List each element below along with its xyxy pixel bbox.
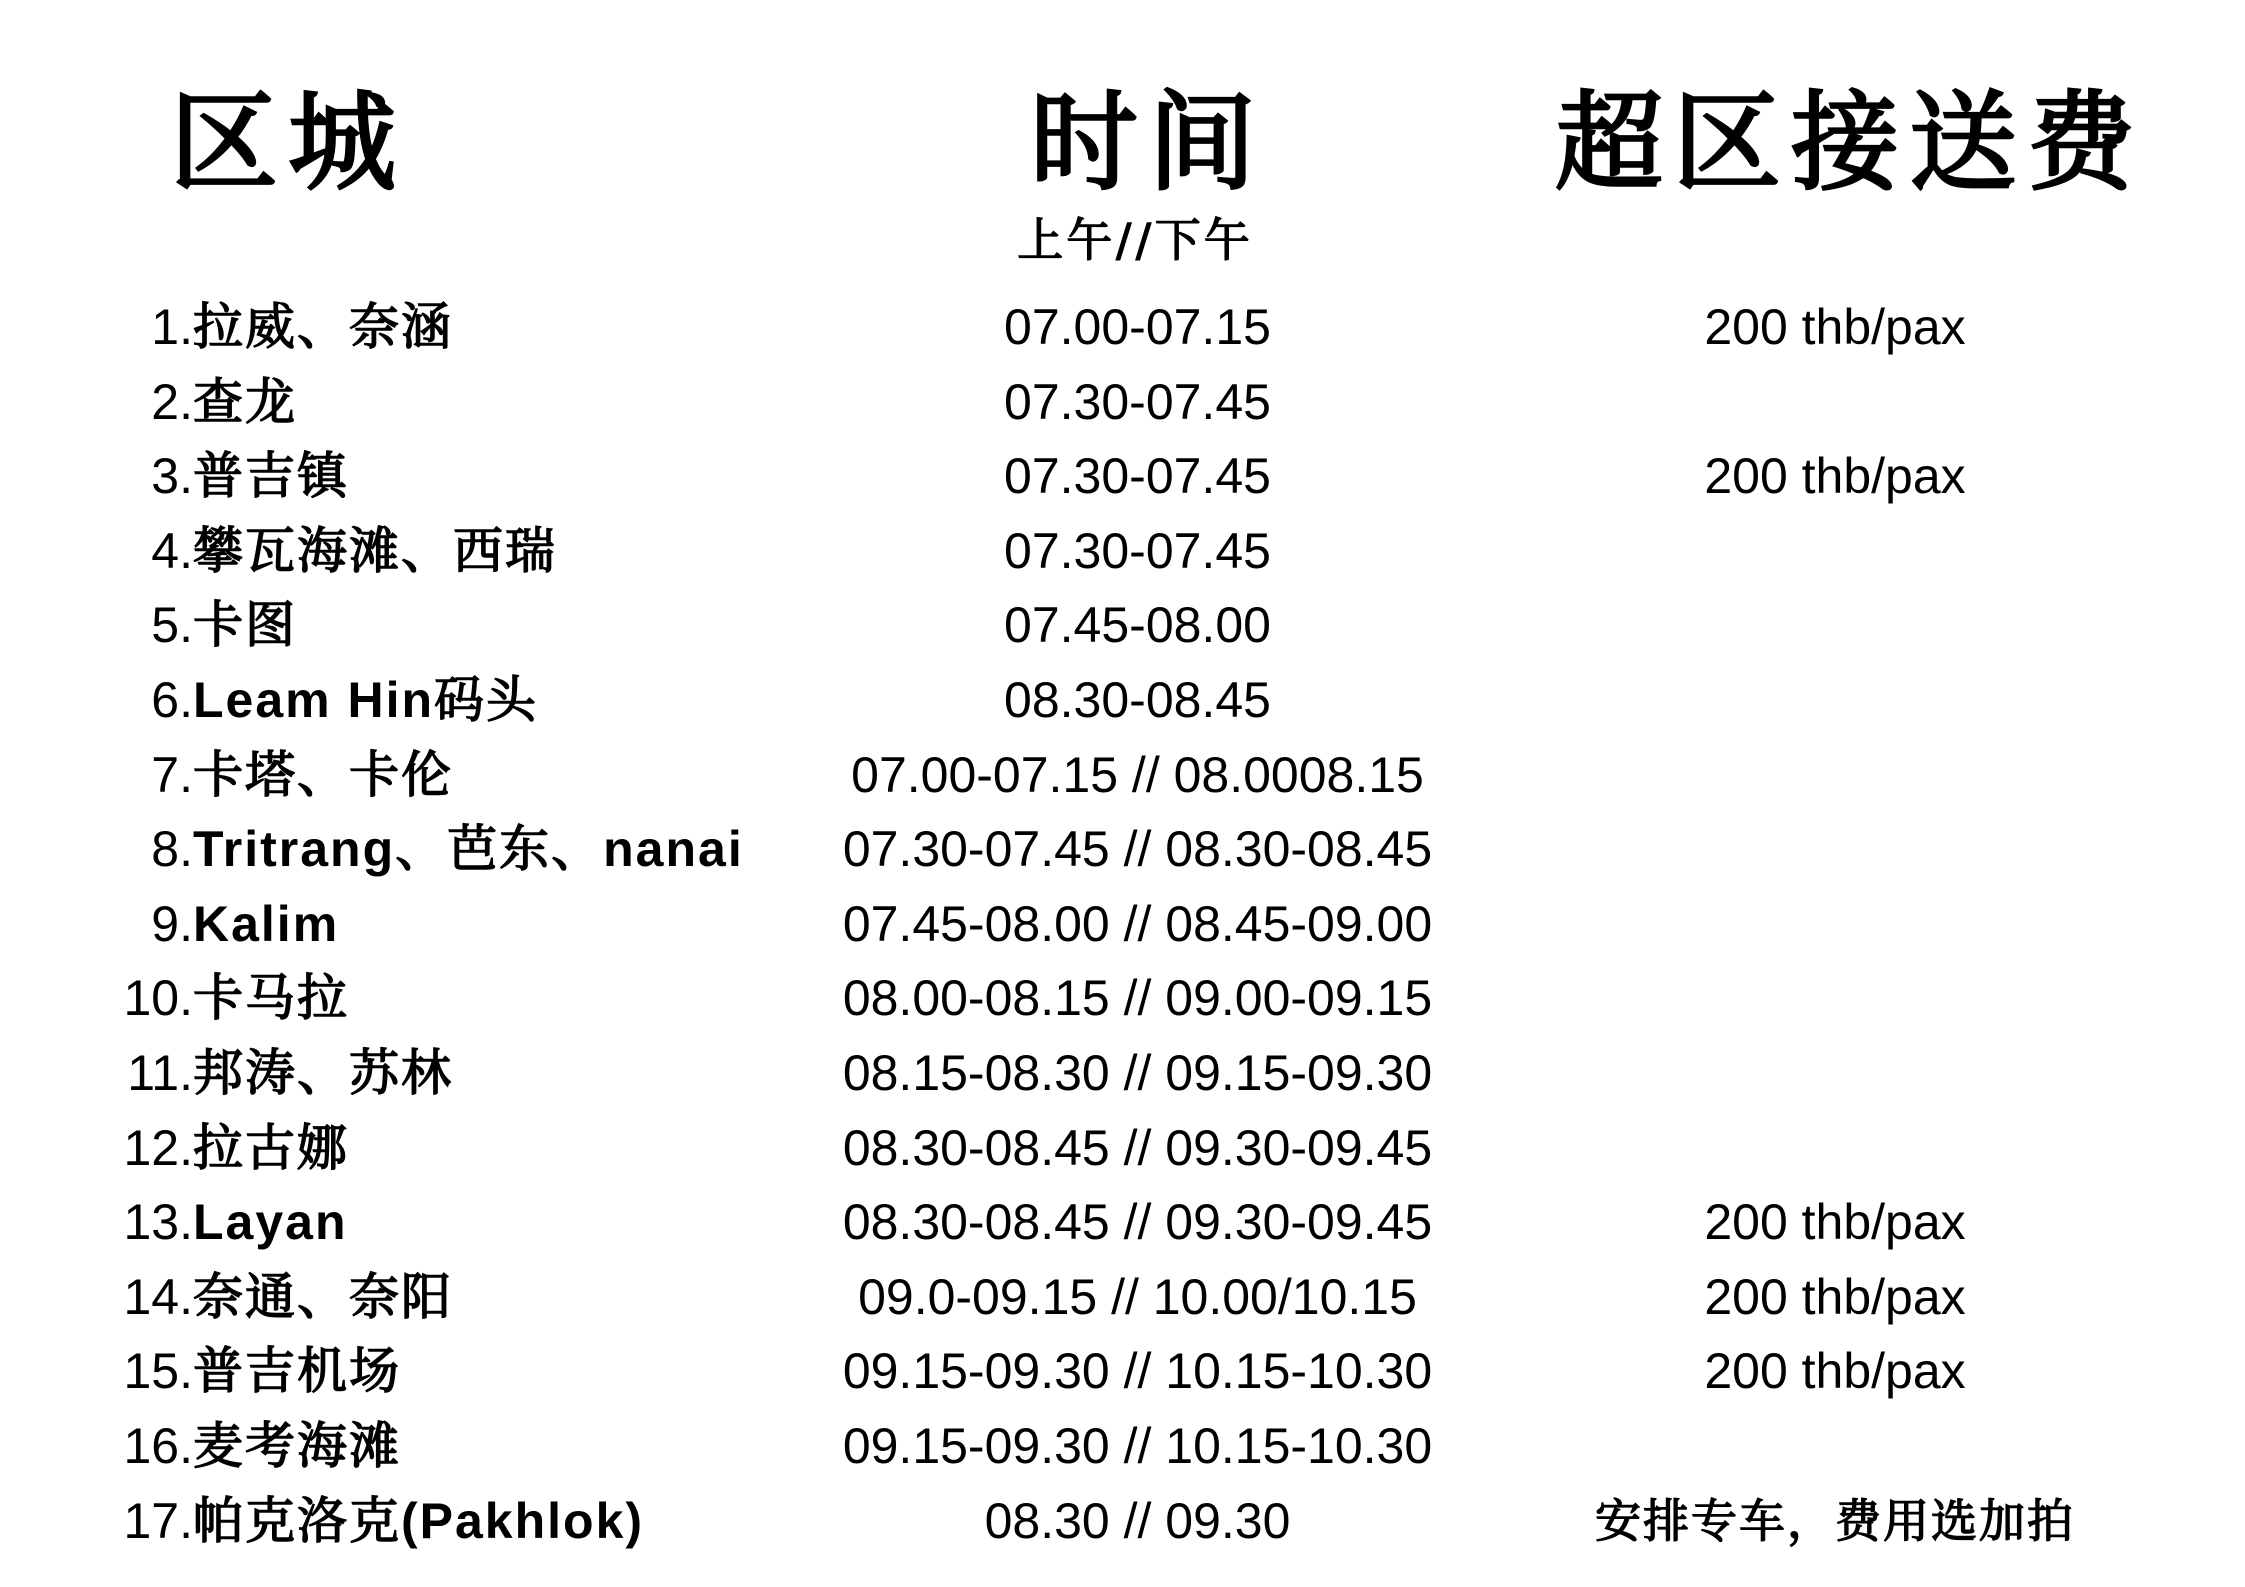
row-area: 普吉机场 — [193, 1343, 401, 1400]
table-row — [0, 439, 2245, 514]
row-area: 麦考海滩 — [193, 1417, 401, 1474]
row-number: 17. — [123, 1492, 193, 1549]
table-row — [0, 1260, 2245, 1335]
row-area: 拉古娜 — [193, 1119, 349, 1176]
row-number: 16. — [123, 1417, 193, 1474]
row-area: 普吉镇 — [193, 448, 349, 505]
row-area: Layan — [193, 1194, 348, 1251]
row-number: 9. — [151, 895, 193, 952]
row-fee: 200 thb/pax — [1704, 448, 1966, 505]
row-number: 7. — [151, 746, 193, 803]
row-fee: 200 thb/pax — [1704, 1343, 1966, 1400]
header-fee: 超区接送费 — [1555, 80, 2146, 206]
table-row — [0, 1484, 2245, 1559]
table-row — [0, 1185, 2245, 1260]
row-time: 07.30-07.45 — [1004, 522, 1271, 579]
table-row — [0, 1334, 2245, 1409]
row-time: 08.30-08.45 — [1004, 671, 1271, 728]
row-time: 07.00-07.15 — [1004, 299, 1271, 355]
row-area: 卡图 — [193, 597, 297, 654]
table-row — [0, 1111, 2245, 1186]
row-number: 14. — [123, 1268, 193, 1325]
table-row — [0, 738, 2245, 813]
table-row — [0, 290, 2245, 365]
table-row — [0, 961, 2245, 1036]
row-number: 5. — [151, 597, 193, 654]
row-time: 08.15-08.30 // 09.15-09.30 — [842, 1044, 1433, 1101]
row-number: 11. — [127, 1044, 193, 1101]
row-time: 07.45-08.00 — [1004, 597, 1271, 654]
row-area: Tritrang、芭东、nanai — [193, 821, 744, 878]
table-row — [0, 1409, 2245, 1484]
row-area: 查龙 — [193, 373, 297, 430]
row-number: 12. — [123, 1119, 193, 1176]
row-fee: 200 thb/pax — [1704, 1194, 1966, 1251]
row-area: Leam Hin码头 — [193, 671, 539, 728]
header-area: 区城 — [170, 80, 407, 206]
row-area: 卡塔、卡伦 — [193, 746, 453, 803]
row-number: 1. — [151, 299, 193, 355]
row-number: 2. — [151, 373, 193, 430]
row-area: 拉威、奈涵 — [193, 299, 453, 355]
table-row — [0, 588, 2245, 663]
schedule-rows — [0, 290, 2245, 1558]
row-fee: 200 thb/pax — [1704, 1268, 1966, 1325]
row-time: 07.45-08.00 // 08.45-09.00 — [842, 895, 1433, 952]
table-row — [0, 812, 2245, 887]
table-row — [0, 663, 2245, 738]
row-time: 09.15-09.30 // 10.15-10.30 — [842, 1417, 1433, 1474]
table-row — [0, 514, 2245, 589]
row-number: 10. — [123, 970, 193, 1027]
row-area: 攀瓦海滩、西瑞 — [193, 522, 557, 579]
row-time: 09.15-09.30 // 10.15-10.30 — [842, 1343, 1433, 1400]
row-time: 08.30 // 09.30 — [984, 1492, 1291, 1549]
row-time: 08.00-08.15 // 09.00-09.15 — [842, 970, 1433, 1027]
row-time: 07.30-07.45 — [1004, 373, 1271, 430]
row-area: 邦涛、苏林 — [193, 1044, 453, 1101]
row-number: 4. — [151, 522, 193, 579]
row-time: 09.0-09.15 // 10.00/10.15 — [858, 1268, 1417, 1325]
row-fee-private-car: 安排专车，费用选加拍 — [1595, 1494, 2075, 1547]
row-area: 卡马拉 — [193, 970, 349, 1027]
row-area: 奈通、奈阳 — [193, 1268, 453, 1325]
row-time: 08.30-08.45 // 09.30-09.45 — [842, 1119, 1433, 1176]
row-time: 07.30-07.45 // 08.30-08.45 — [842, 821, 1433, 878]
row-number: 13. — [123, 1194, 193, 1251]
row-number: 15. — [123, 1343, 193, 1400]
row-fee: 200 thb/pax — [1704, 299, 1966, 355]
table-row — [0, 887, 2245, 962]
row-area: Kalim — [193, 895, 340, 952]
row-time: 07.00-07.15 // 08.0008.15 — [851, 746, 1424, 803]
row-number: 6. — [151, 671, 193, 728]
table-row — [0, 1036, 2245, 1111]
header-time: 时间 — [1030, 80, 1267, 206]
header-time-subtitle: 上午//下午 — [1017, 213, 1253, 267]
row-number: 8. — [151, 821, 193, 878]
row-time: 08.30-08.45 // 09.30-09.45 — [842, 1194, 1433, 1251]
table-row — [0, 365, 2245, 440]
row-number: 3. — [151, 448, 193, 505]
row-area: 帕克洛克(Pakhlok) — [193, 1492, 645, 1549]
row-time: 07.30-07.45 — [1004, 448, 1271, 505]
